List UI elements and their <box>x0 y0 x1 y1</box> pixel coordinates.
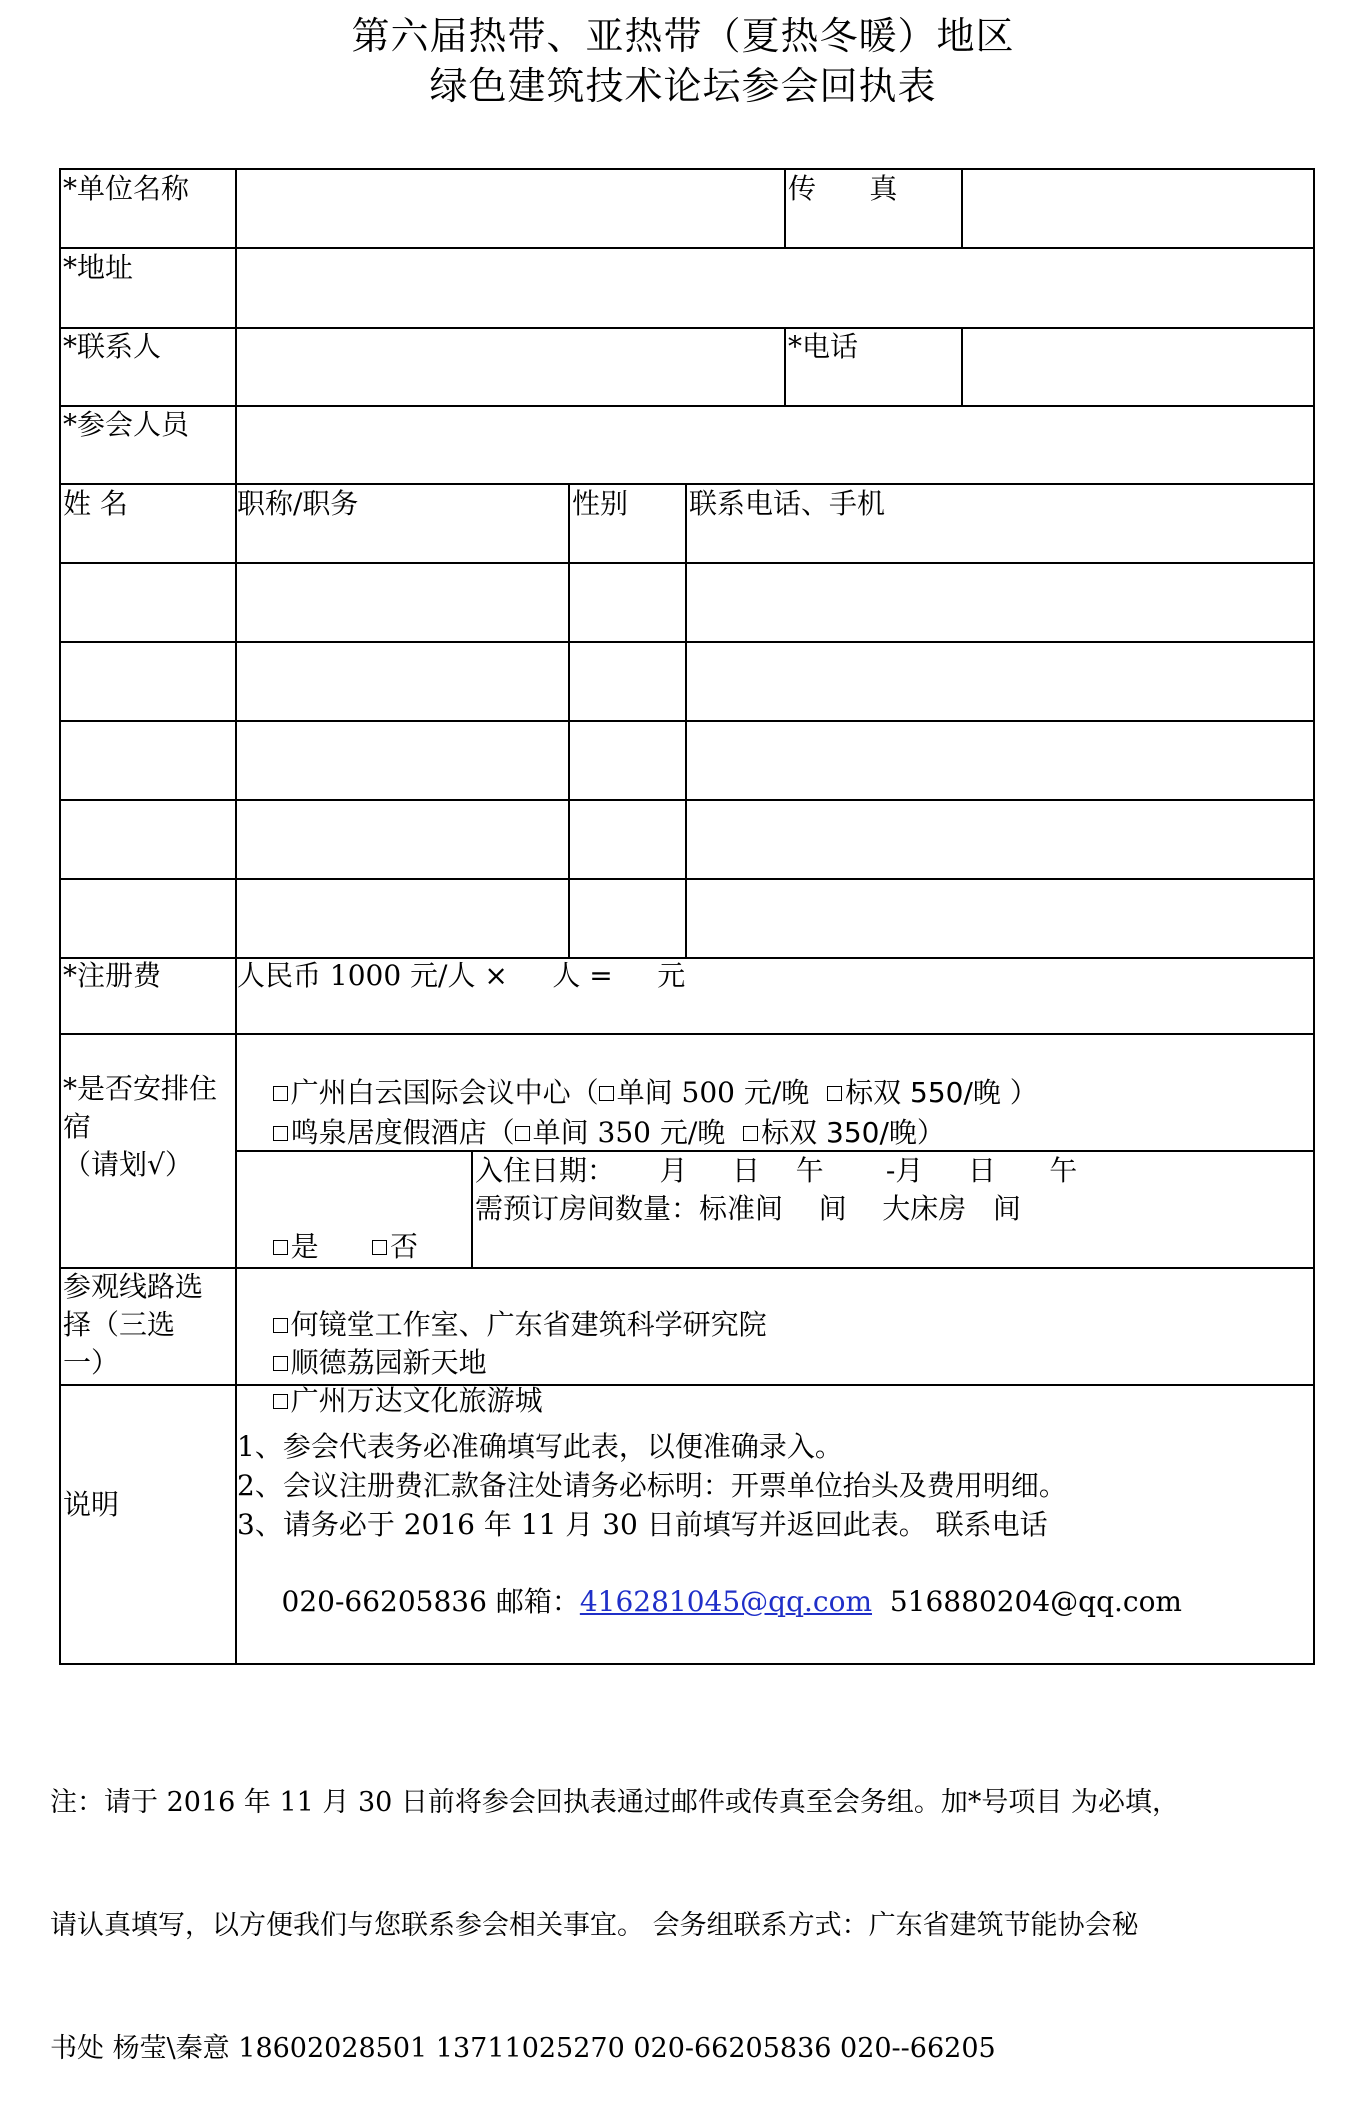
note-1: 1、参会代表务必准确填写此表，以便准确录入。 <box>237 1430 843 1463</box>
tour2-label: 顺德荔园新天地 <box>290 1346 487 1379</box>
fee-label: *注册费 <box>63 959 162 992</box>
lodging-yes-label: 是 <box>290 1230 319 1263</box>
registration-form-table <box>59 168 1315 1665</box>
hotel1-single-price: 单间 500 元/晚 <box>616 1076 828 1109</box>
col-name-header: 姓 名 <box>63 487 128 520</box>
hotel2-name: 鸣泉居度假酒店（ <box>290 1116 515 1149</box>
note4-prefix: 020-66205836 邮箱： <box>272 1585 580 1618</box>
attendee-row-3[interactable] <box>63 722 233 797</box>
address-label: *地址 <box>63 251 134 284</box>
tour-label-line-1: 参观线路选 <box>63 1270 204 1303</box>
hotel1-name: 广州白云国际会议中心（ <box>290 1076 599 1109</box>
note-4 <box>237 1545 1182 1659</box>
email-2: 516880204@qq.com <box>872 1585 1182 1618</box>
attendee-row-1[interactable] <box>63 564 233 639</box>
form-title-line-1: 第六届热带、亚热带（夏热冬暖）地区 <box>351 14 1015 58</box>
col-gender-header: 性别 <box>572 487 629 520</box>
hotel2-double-checkbox[interactable] <box>743 1126 758 1141</box>
note-3: 3、请务必于 2016 年 11 月 30 日前填写并返回此表。 联系电话 <box>237 1508 1048 1541</box>
lodging-no-label: 否 <box>390 1230 419 1263</box>
hotel1-double-price: 标双 550/晚 ） <box>845 1076 1038 1109</box>
tour3-label: 广州万达文化旅游城 <box>290 1384 543 1417</box>
tour-label-line-2: 择（三选 <box>63 1308 176 1341</box>
checkin-date: 入住日期： 月 日 午 -月 日 午 <box>475 1154 1078 1187</box>
lodging-yes-checkbox[interactable] <box>273 1240 288 1255</box>
tour-label-line-3: 一） <box>63 1346 120 1379</box>
fee-text: 人民币 1000 元/人 × 人 = 元 <box>237 959 686 992</box>
form-title-line-2: 绿色建筑技术论坛参会回执表 <box>429 64 937 108</box>
phone-label: *电话 <box>788 330 859 363</box>
note-2: 2、会议注册费汇款备注处请务必标明：开票单位抬头及费用明细。 <box>237 1469 1067 1502</box>
room-count: 需预订房间数量：标准间 间 大床房 间 <box>475 1192 1021 1225</box>
hotel2-single-price: 单间 350 元/晚 <box>532 1116 744 1149</box>
email-link-1[interactable]: 416281045@qq.com <box>579 1585 873 1618</box>
lodging-label-line-1: *是否安排住 <box>63 1072 218 1105</box>
footer-line-3: 书处 杨莹\秦意 18602028501 13711025270 020-66205836 020--66205 <box>50 2033 996 2064</box>
notes-label: 说明 <box>63 1488 120 1521</box>
col-title-header: 职称/职务 <box>237 487 359 520</box>
lodging-label-line-2: 宿 <box>63 1110 92 1143</box>
tour3-checkbox[interactable] <box>273 1394 288 1409</box>
contact-label: *联系人 <box>63 330 162 363</box>
lodging-no-checkbox[interactable] <box>372 1240 387 1255</box>
lodging-label-line-3: （请划√） <box>63 1148 193 1181</box>
hotel2-single-checkbox[interactable] <box>515 1126 530 1141</box>
fax-label: 传 真 <box>788 172 898 205</box>
attendees-label: *参会人员 <box>63 408 190 441</box>
attendee-row-2[interactable] <box>63 643 233 718</box>
address-field[interactable] <box>237 249 1311 325</box>
contact-field[interactable] <box>237 329 782 403</box>
attendee-row-5[interactable] <box>63 880 233 955</box>
hotel2-checkbox[interactable] <box>273 1126 288 1141</box>
phone-field[interactable] <box>963 329 1311 403</box>
footer-line-2: 请认真填写，以方便我们与您联系参会相关事宜。 会务组联系方式：广东省建筑节能协会秘 <box>50 1910 1139 1941</box>
tour1-label: 何镜堂工作室、广东省建筑科学研究院 <box>290 1308 767 1341</box>
col-mobile-header: 联系电话、手机 <box>689 487 886 520</box>
fax-field[interactable] <box>963 172 1311 245</box>
org-name-field[interactable] <box>237 172 782 245</box>
attendee-row-4[interactable] <box>63 801 233 876</box>
hotel2-double-price: 标双 350/晚） <box>761 1116 945 1149</box>
footer-line-1: 注：请于 2016 年 11 月 30 日前将参会回执表通过邮件或传真至会务组。加*号项目 为必填， <box>50 1787 1180 1818</box>
org-name-label: *单位名称 <box>63 172 190 205</box>
footer-note <box>50 1700 1330 2110</box>
